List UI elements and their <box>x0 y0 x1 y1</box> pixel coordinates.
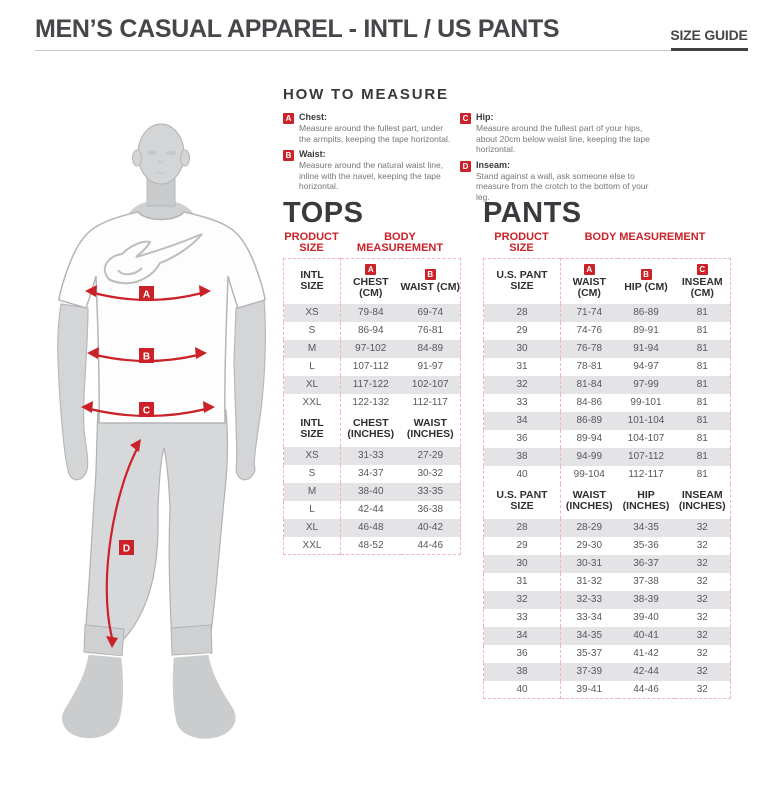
table-row: 34 34-35 40-41 32 <box>484 627 731 645</box>
table-row: 31 31-32 37-38 32 <box>484 573 731 591</box>
measure-item-hip: C Hip: Measure around the fullest part of your hips, about 20cm below waist line, keeping the tape horizontal. <box>460 112 655 155</box>
measure-badge-a: A <box>365 264 376 275</box>
table-row: XL 46-48 40-42 <box>284 519 461 537</box>
mannequin-figure <box>58 124 266 740</box>
measure-badge-a: A <box>283 113 294 124</box>
tops-section <box>283 198 460 555</box>
pants-inches-rows <box>484 519 731 699</box>
tops-cm-rows <box>284 304 461 412</box>
tops-inches-rows <box>284 447 461 555</box>
measure-item-inseam: D Inseam: Stand against a wall, ask someone else to measure from the crotch to the bottom of your leg. <box>460 160 655 203</box>
measure-badge-a: A <box>584 264 595 275</box>
size-column-header: INTL SIZE <box>284 259 341 304</box>
table-row: S 34-37 30-32 <box>284 465 461 483</box>
measure-badge-b: B <box>425 269 436 280</box>
inseam-cm-header: C INSEAM (CM) <box>681 264 723 299</box>
table-row: 30 76-78 91-94 81 <box>484 340 731 358</box>
tops-title: TOPS <box>283 197 364 229</box>
pants-cm-subheader <box>484 259 731 304</box>
table-row: M 97-102 84-89 <box>284 340 461 358</box>
table-row: 30 30-31 36-37 32 <box>484 555 731 573</box>
waist-cm-header: A WAIST (CM) <box>572 264 606 299</box>
table-row: 40 99-104 112-117 81 <box>484 466 731 484</box>
table-row: 29 74-76 89-91 81 <box>484 322 731 340</box>
table-row: 38 37-39 42-44 32 <box>484 663 731 681</box>
pants-section <box>483 198 730 699</box>
table-row: XS 31-33 27-29 <box>284 447 461 465</box>
table-row: 33 33-34 39-40 32 <box>484 609 731 627</box>
table-row: 33 84-86 99-101 81 <box>484 394 731 412</box>
tops-cm-subheader <box>284 259 461 304</box>
size-guide-tab[interactable]: SIZE GUIDE <box>670 27 748 43</box>
hip-inches-header: HIP (INCHES) <box>622 489 670 512</box>
size-column-header: INTL SIZE <box>284 412 341 447</box>
table-row: 32 32-33 38-39 32 <box>484 591 731 609</box>
chest-inches-header: CHEST (INCHES) <box>347 417 395 440</box>
inseam-inches-header: INSEAM (INCHES) <box>678 489 726 512</box>
pants-title: PANTS <box>483 197 582 229</box>
how-to-measure-section <box>283 86 753 207</box>
tops-inches-subheader <box>284 412 461 447</box>
table-row: M 38-40 33-35 <box>284 483 461 501</box>
table-row: 36 35-37 41-42 32 <box>484 645 731 663</box>
product-size-header: PRODUCT SIZE <box>284 231 339 254</box>
table-row: L 42-44 36-38 <box>284 501 461 519</box>
body-measurement-figure <box>28 110 286 755</box>
tops-table <box>283 258 461 555</box>
body-measurement-header: BODY MEASUREMENT <box>356 231 444 254</box>
table-row: 31 78-81 94-97 81 <box>484 358 731 376</box>
waist-inches-header: WAIST (INCHES) <box>406 417 454 440</box>
hip-cm-header: B HIP (CM) <box>624 270 668 294</box>
table-row: 38 94-99 107-112 81 <box>484 448 731 466</box>
waist-inches-header: WAIST (INCHES) <box>565 489 613 512</box>
tops-table-headers <box>283 229 460 258</box>
table-row: XS 79-84 69-74 <box>284 304 461 322</box>
size-guide-tab-underline <box>671 48 748 51</box>
table-row: 34 86-89 101-104 81 <box>484 412 731 430</box>
size-column-header: U.S. PANT SIZE <box>484 484 561 519</box>
measure-badge-b: B <box>641 269 652 280</box>
figure-badge-b: B <box>142 351 151 363</box>
table-row: S 86-94 76-81 <box>284 322 461 340</box>
measure-badge-b: B <box>283 150 294 161</box>
pants-table-headers <box>483 229 730 258</box>
figure-badge-a: A <box>142 289 151 301</box>
pants-table <box>483 258 731 699</box>
measure-column-left <box>283 112 455 207</box>
table-row: 32 81-84 97-99 81 <box>484 376 731 394</box>
chest-cm-header: A CHEST (CM) <box>352 264 389 299</box>
measure-column-right <box>460 112 655 207</box>
header-divider <box>35 50 748 51</box>
measure-item-chest: A Chest: Measure around the fullest part, under the armpits, keeping the tape horizontal. <box>283 112 455 144</box>
measure-item-waist: B Waist: Measure around the natural waist line, inline with the navel, keeping the tape horizontal. <box>283 149 455 192</box>
body-measurement-header: BODY MEASUREMENT <box>584 231 706 243</box>
figure-badge-c: C <box>142 405 151 417</box>
measure-badge-d: D <box>460 161 471 172</box>
table-row: XXL 122-132 112-117 <box>284 394 461 412</box>
measure-badge-c: C <box>697 264 708 275</box>
waist-cm-header: B WAIST (CM) <box>400 270 460 294</box>
figure-badge-d: D <box>122 543 131 555</box>
table-row: XL 117-122 102-107 <box>284 376 461 394</box>
table-row: 28 71-74 86-89 81 <box>484 304 731 322</box>
measure-badge-c: C <box>460 113 471 124</box>
table-row: XXL 48-52 44-46 <box>284 537 461 555</box>
product-size-header: PRODUCT SIZE <box>494 231 549 254</box>
size-column-header: U.S. PANT SIZE <box>484 259 561 304</box>
table-row: 29 29-30 35-36 32 <box>484 537 731 555</box>
pants-inches-subheader <box>484 484 731 519</box>
table-row: 40 39-41 44-46 32 <box>484 681 731 699</box>
page-title: MEN’S CASUAL APPAREL - INTL / US PANTS <box>35 15 560 43</box>
table-row: 36 89-94 104-107 81 <box>484 430 731 448</box>
table-row: 28 28-29 34-35 32 <box>484 519 731 537</box>
pants-cm-rows <box>484 304 731 484</box>
how-to-measure-heading: HOW TO MEASURE <box>283 86 449 103</box>
table-row: L 107-112 91-97 <box>284 358 461 376</box>
